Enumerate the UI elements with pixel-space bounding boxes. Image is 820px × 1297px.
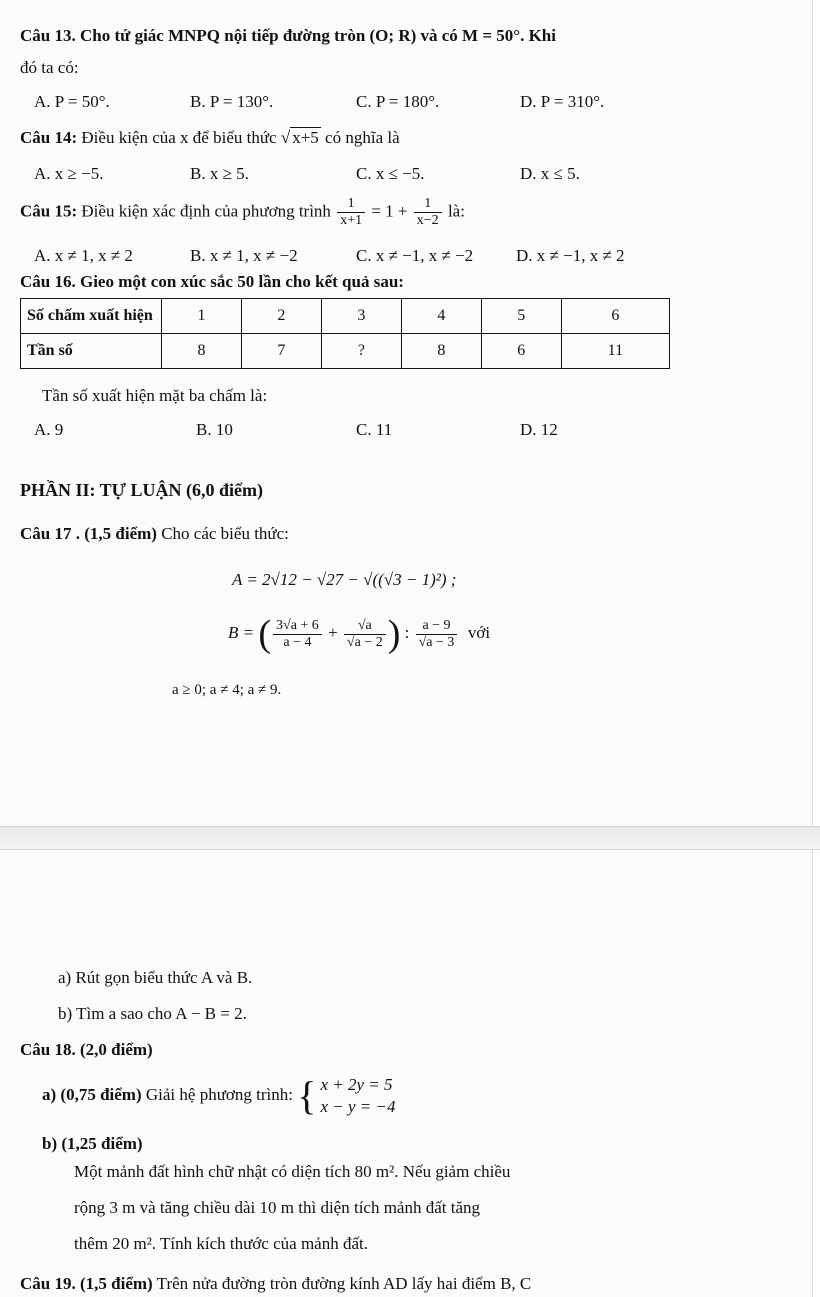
q17-text: Cho các biểu thức: — [161, 524, 289, 543]
q13-option-c: C. P = 180°. — [356, 92, 440, 111]
q15-text: Điều kiện xác định của phương trình — [81, 201, 331, 221]
q16-question: Tần số xuất hiện mặt ba chấm là: — [42, 386, 268, 405]
q13-option-d: D. P = 310°. — [520, 92, 605, 111]
q16-option-b: B. 10 — [196, 420, 233, 439]
part2-title: PHẦN II: TỰ LUẬN (6,0 điểm) — [20, 480, 263, 500]
b-fraction-1: $\frac{3√a + 6}{a - 4}$ — [273, 618, 322, 651]
q14-option-a: A. x ≥ −5. — [34, 164, 104, 183]
q14-tail: có nghĩa là — [325, 128, 400, 147]
expression-a: A = 2√12 − √27 − √((√3 − 1)²) ; — [232, 570, 457, 589]
q18-label: Câu 18. (2,0 điểm) — [20, 1040, 153, 1059]
q15-fraction-2: $\frac{1}{x-2}$ — [414, 196, 442, 229]
q15-tail: là: — [447, 201, 465, 221]
table-cell: 8 — [162, 334, 242, 369]
q17-label: Câu 17 . (1,5 điểm) — [20, 524, 157, 543]
q15-option-d: D. x ≠ −1, x ≠ 2 — [516, 246, 625, 265]
b-fraction-2: $\frac{√a}{√a - 2}$ — [344, 618, 386, 651]
q14-option-d: D. x ≤ 5. — [520, 164, 580, 183]
table-cell: 8 — [401, 334, 481, 369]
equation-system: x + 2y = 5 x − y = −4 — [320, 1075, 396, 1116]
q18-part-a: a) (0,75 điểm) Giải hệ phương trình: { x + 2y = 5 x − y = −4 — [42, 1073, 396, 1118]
q17-stem — [20, 524, 289, 544]
q14-option-c: C. x ≤ −5. — [356, 164, 425, 183]
q14-option-b: B. x ≥ 5. — [190, 164, 249, 183]
q14-stem: Câu 14: Điều kiện của x để biểu thức √ x+5 có nghĩa là — [20, 128, 400, 147]
q15-option-b: B. x ≠ 1, x ≠ −2 — [190, 246, 298, 265]
q16-option-d: D. 12 — [520, 420, 558, 439]
b-fraction-3: $\frac{a - 9}{√a - 3}$ — [416, 618, 458, 651]
q18-part-b-label: b) (1,25 điểm) — [42, 1134, 143, 1153]
table-cell: 6 — [481, 334, 561, 369]
table-row — [21, 334, 670, 369]
q13-stem: Câu 13. Cho tứ giác MNPQ nội tiếp đường tròn (O; R) và có M = 50°. Khi — [20, 26, 556, 45]
table-cell: 11 — [561, 334, 669, 369]
q16-stem: Câu 16. Gieo một con xúc sắc 50 lần cho kết quả sau: — [20, 272, 404, 291]
q15-label: Câu 15: — [20, 201, 78, 221]
q18-part-b-line-3: thêm 20 m². Tính kích thước của mảnh đất. — [74, 1234, 368, 1253]
table-cell: 1 — [162, 299, 242, 334]
table-cell: 4 — [401, 299, 481, 334]
q17-part-b: b) Tìm a sao cho A − B = 2. — [58, 1004, 247, 1023]
q18-part-b-line-1: Một mảnh đất hình chữ nhật có diện tích 80 m². Nếu giảm chiều — [74, 1162, 511, 1181]
q17-part-a: a) Rút gọn biểu thức A và B. — [58, 968, 253, 987]
q15-mid: = 1 + — [371, 201, 408, 221]
table-cell: ? — [321, 334, 401, 369]
q13-option-a: A. P = 50°. — [34, 92, 110, 111]
q14-text: Điều kiện của x để biểu thức — [81, 128, 277, 147]
q14-expr: x+5 — [292, 128, 319, 147]
q13-stem-2: đó ta có: — [20, 58, 79, 77]
expression-b: B = ( $\frac{3√a + 6}{a - 4}$ + $\frac{√a}{√a - 2}$ ) : $\frac{a - 9}{√a - 3}$ với — [228, 613, 491, 655]
table-header-cell: Tần số — [21, 334, 162, 369]
q15-fraction-1: $\frac{1}{x+1}$ — [337, 196, 365, 229]
table-cell: 2 — [241, 299, 321, 334]
table-cell: 7 — [241, 334, 321, 369]
frequency-table — [20, 298, 670, 369]
q15-option-c: C. x ≠ −1, x ≠ −2 — [356, 246, 474, 265]
q16-option-a: A. 9 — [34, 420, 64, 439]
table-header-cell: Số chấm xuất hiện — [21, 299, 162, 334]
table-row — [21, 299, 670, 334]
table-cell: 5 — [481, 299, 561, 334]
q15-stem — [20, 196, 465, 229]
q19-stem: Câu 19. (1,5 điểm) Trên nửa đường tròn đường kính AD lấy hai điểm B, C — [20, 1274, 532, 1293]
b-condition: a ≥ 0; a ≠ 4; a ≠ 9. — [172, 682, 282, 698]
q16-option-c: C. 11 — [356, 420, 393, 439]
table-cell: 6 — [561, 299, 669, 334]
q13-option-b: B. P = 130°. — [190, 92, 274, 111]
table-cell: 3 — [321, 299, 401, 334]
q15-option-a: A. x ≠ 1, x ≠ 2 — [34, 246, 133, 265]
q18-part-b-line-2: rộng 3 m và tăng chiều dài 10 m thì diện tích mảnh đất tăng — [74, 1198, 481, 1217]
b-with: với — [467, 622, 491, 642]
q14-label: Câu 14: — [20, 128, 78, 147]
system-brace: { — [297, 1073, 317, 1118]
page-break — [0, 826, 820, 850]
